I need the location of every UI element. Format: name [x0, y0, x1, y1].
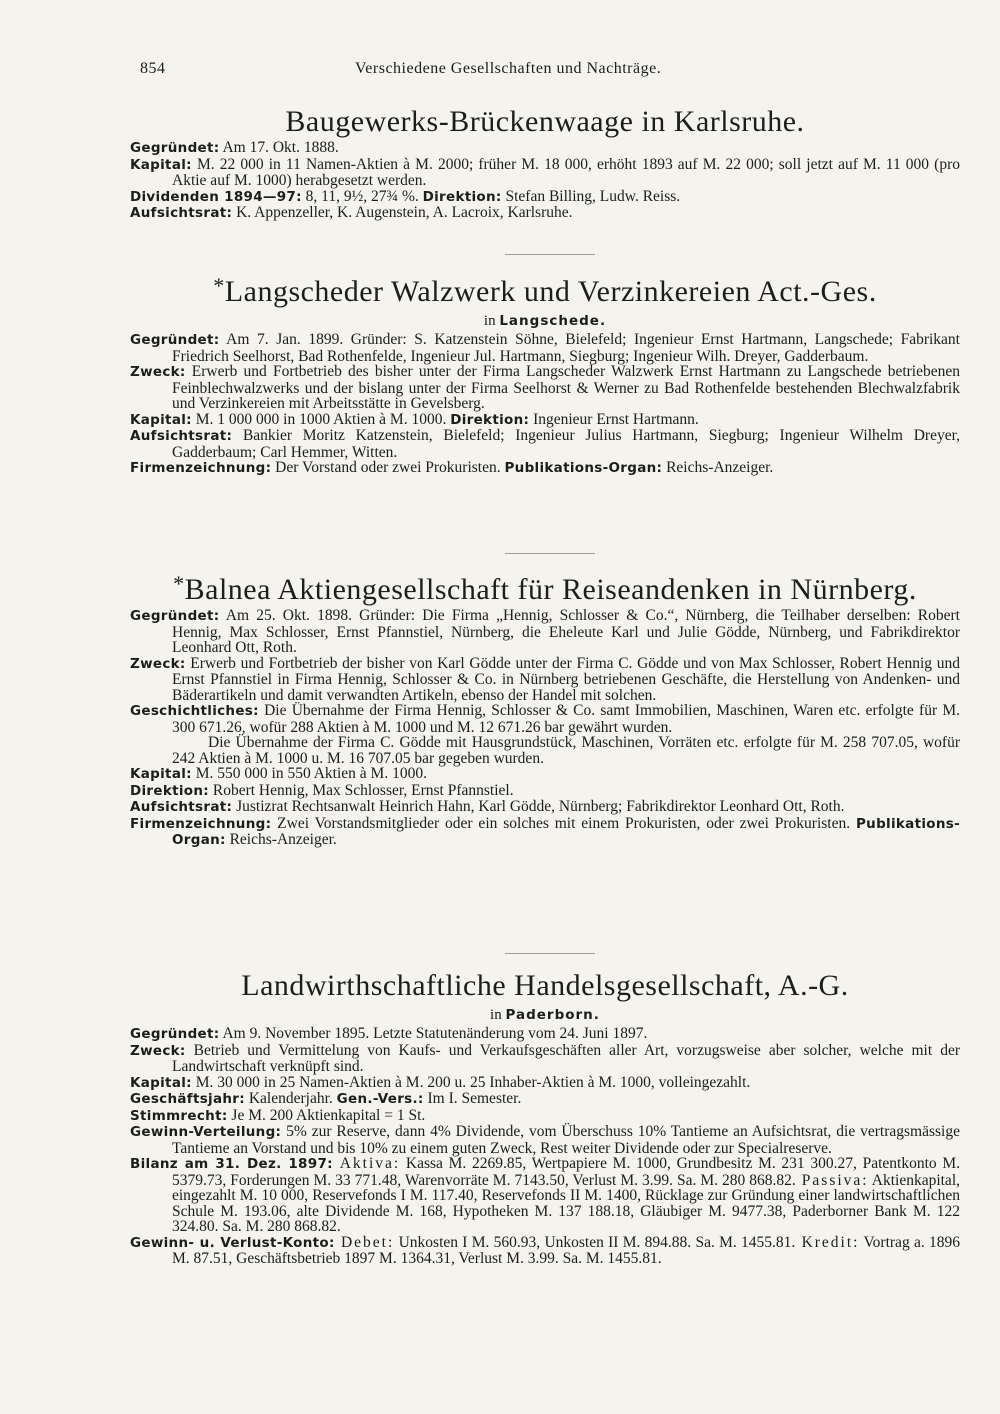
company-location: in Paderborn. [490, 1007, 600, 1023]
voting-rights-entry: Stimmrecht: Je M. 200 Aktienkapital = 1 St. [130, 1106, 426, 1124]
profit-distribution-entry: Gewinn-Verteilung: 5% zur Reserve, dann 4% Dividende, vom Überschuss 10% Tantieme an Aufsichtsrat, die vertragsmässige Tantieme an Vorstand und bis 10% zu einem guten Zweck, Rest weiter Dividende oder zur Specialreserve. [130, 1123, 960, 1157]
company-entry-landwirthschaftliche [130, 968, 960, 1267]
company-title: Baugewerks-Brückenwaage in Karlsruhe. [285, 105, 805, 138]
company-title: Landwirthschaftliche Handelsgesellschaft, A.-G. [241, 969, 849, 1002]
purpose-entry: Zweck: Betrieb und Vermittelung von Kaufs- und Verkaufsgeschäften aller Art, vorzugsweise aber solcher, welche mit der Landwirtschaft verknüpft sind. [130, 1041, 960, 1075]
company-entry-baugewerks [130, 104, 960, 222]
founded-entry: Gegründet: Am 25. Okt. 1898. Gründer: Die Firma „Hennig, Schlosser & Co.“, Nürnberg, die Teilhaber derselben: Robert Hennig, Max Schlosser, Ernst Pfannstiel, Nürnberg, die Eheleute Karl und Julie Gödde, Nürnberg, und Fabrikdirektor Leonhard Ott, Roth. [130, 607, 960, 656]
section-divider [505, 553, 595, 554]
purpose-entry: Zweck: Erwerb und Fortbetrieb des bisher unter der Firma Langscheder Walzwerk Ernst Hartmann zu Langschede betriebenen Feinblechwalzwerks und der bislang unter der Firma Seelhorst & Werner zu Bad Rothenfelde bestehenden Blechwalzfabrik und Verzinkereien mit Arbeitsstätte in Gevelsberg. [130, 363, 960, 412]
dividends-entry: Dividenden 1894—97: 8, 11, 9½, 27¾ %. Direktion: Stefan Billing, Ludw. Reiss. [130, 187, 681, 205]
running-head: Verschiedene Gesellschaften und Nachträge. [355, 60, 662, 77]
signature-entry: Firmenzeichnung: Zwei Vorstandsmitglieder oder ein solches mit einem Prokuristen, oder zwei Prokuristen. Publikations-Organ: Reichs-Anzeiger. [130, 814, 960, 848]
supervisory-board-entry: Aufsichtsrat: K. Appenzeller, K. Augenstein, A. Lacroix, Karlsruhe. [130, 204, 573, 221]
purpose-entry: Zweck: Erwerb und Fortbetrieb der bisher von Karl Gödde unter der Firma C. Gödde und von Max Schlosser, Robert Hennig und Ernst Pfannstiel in Firma Hennig, Schlosser & Co. in Nürnberg betriebenen Geschäfte, die Herstellung von Andenken- und Bäderartikeln und damit verwandten Artikeln, ebenso der Handel mit solchen. [130, 654, 960, 704]
company-entry-langscheder [130, 268, 960, 477]
capital-entry: Kapital: M. 550 000 in 550 Aktien à M. 1000. [130, 765, 427, 782]
management-entry: Direktion: Robert Hennig, Max Schlosser, Ernst Pfannstiel. [130, 781, 514, 799]
capital-entry: Kapital: M. 30 000 in 25 Namen-Aktien à M. 200 u. 25 Inhaber-Aktien à M. 1000, volleingezahlt. [130, 1073, 751, 1091]
section-divider [505, 953, 595, 954]
section-divider [505, 254, 595, 255]
fiscal-year-entry: Geschäftsjahr: Kalenderjahr. Gen.-Vers.: Im I. Semester. [130, 1090, 522, 1107]
supervisory-board-entry: Aufsichtsrat: Bankier Moritz Katzenstein, Bielefeld; Ingenieur Julius Hartmann, Siegburg; Ingenieur Wilhelm Dreyer, Gadderbaum; Carl Hemmer, Witten. [130, 427, 960, 461]
capital-entry: Kapital: M. 22 000 in 11 Namen-Aktien à M. 2000; früher M. 18 000, erhöht 1893 auf M. 22 000; soll jetzt auf M. 11 000 (pro Aktie auf M. 1000) herabgesetzt werden. [130, 155, 960, 189]
company-title: *Langscheder Walzwerk und Verzinkereien Act.-Ges. [213, 273, 877, 308]
capital-entry: Kapital: M. 1 000 000 in 1000 Aktien à M. 1000. Direktion: Ingenieur Ernst Hartmann. [130, 410, 699, 428]
signature-entry: Firmenzeichnung: Der Vorstand oder zwei Prokuristen. Publikations-Organ: Reichs-Anzeiger. [130, 459, 774, 476]
founded-entry: Gegründet: Am 9. November 1895. Letzte Statutenänderung vom 24. Juni 1897. [130, 1025, 648, 1042]
company-location: in Langschede. [483, 313, 607, 329]
company-entry-balnea [130, 566, 960, 849]
founded-entry: Gegründet: Am 17. Okt. 1888. [130, 139, 339, 156]
founded-entry: Gegründet: Am 7. Jan. 1899. Gründer: S. Katzenstein Söhne, Bielefeld; Ingenieur Ernst Hartmann, Langschede; Fabrikant Friedrich Seelhorst, Bad Rothenfelde, Ingenieur Jul. Hartmann, Siegburg; Ingenieur Wilh. Dreyer, Gadderbaum. [130, 331, 960, 365]
supervisory-board-entry: Aufsichtsrat: Justizrat Rechtsanwalt Heinrich Hahn, Karl Gödde, Nürnberg; Fabrikdirektor Leonhard Ott, Roth. [130, 798, 845, 815]
balance-sheet-entry: Bilanz am 31. Dez. 1897: Aktiva: Kassa M. 2269.85, Wertpapiere M. 1000, Grundbesitz M. 231 300.27, Patentkonto M. 5379.73, Forderungen M. 33 771.48, Warenvorräte M. 7143.50, Verlust M. 3.99. Sa. M. 280 868.82. Passiva: Aktienkapital, eingezahlt M. 10 000, Reservefonds I M. 117.40, Reservefonds II M. 1400, Rücklage zur Gründung einer landwirtschaftlichen Schule M. 193.06, alte Dividende M. 168, Hypotheken M. 137 188.18, Gläubiger M. 9477.38, Paderborner Bank M. 122 324.80. Sa. M. 280 868.82. [130, 1155, 960, 1235]
page-number: 854 [140, 60, 166, 77]
profit-loss-entry: Gewinn- u. Verlust-Konto: Debet: Unkosten I M. 560.93, Unkosten II M. 894.88. Sa. M. 1455.81. Kredit: Vortrag a. 1896 M. 87.51, Geschäftsbetrieb 1897 M. 1364.31, Verlust M. 3.99. Sa. M. 1455.81. [130, 1233, 961, 1267]
history-entry-continued: Die Übernahme der Firma C. Gödde mit Hausgrundstück, Maschinen, Vorräten etc. erfolgte für M. 258 707.05, wofür 242 Aktien à M. 1000 u. M. 16 707.05 bar gegeben wurden. [172, 734, 960, 767]
history-entry: Geschichtliches: Die Übernahme der Firma Hennig, Schlosser & Co. samt Immobilien, Maschinen, Waren etc. erfolgte für M. 300 671.26, wofür 288 Aktien à M. 1000 und M. 12 671.26 bar gewährt wurden. [130, 702, 960, 736]
company-title: *Balnea Aktiengesellschaft für Reiseandenken in Nürnberg. [173, 571, 917, 606]
